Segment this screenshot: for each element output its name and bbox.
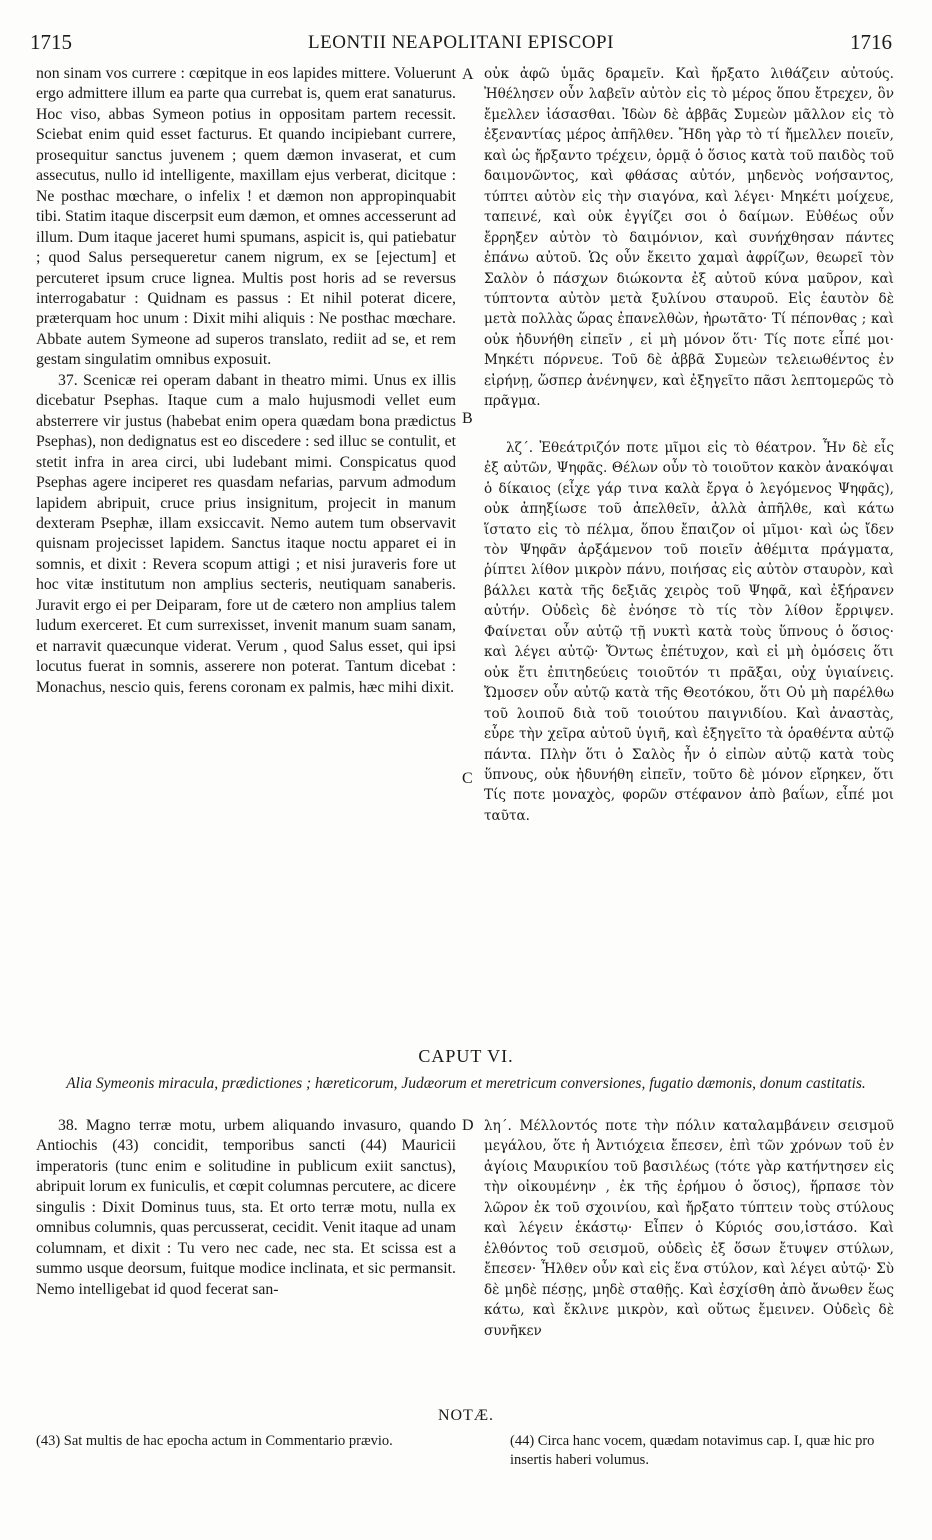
section-marker-b: B	[462, 410, 473, 427]
greek-paragraph-36-end: οὐκ ἀφῶ ὑμᾶς δραμεῖν. Καὶ ἤρξατο λιθάζειν αὐτούς. Ἠθέλησεν οὖν λαβεῖν αὐτὸν εἰς τὸ μέρος ὅπου ἔτρεχεν, ὃν ἔμελλεν ἰάσασθαι. Ἰδὼν δὲ ἀββᾶς Συμεὼν μᾶλλον εἰς τὸ ἐξεναντίας μέρος ἀπῆλθεν. Ἤδη γὰρ τὸ τί ἤμελλεν ποιεῖν, καὶ ὡς ἤρξαντο τρέχειν, ὁρμᾷ ὁ ὅσιος κατὰ τοῦ παιδὸς τοῦ δαιμονῶντος, καὶ φθάσας αὐτόν, μηδενὸς νοήσαντος, τύπτει αὐτὸν εἰς τὴν σιαγόνα, καὶ λέγει· Μηκέτι μοίχευε, ταπεινέ, καὶ οὐκ ἐγγίζει σοι ὁ δαίμων. Εὐθέως οὖν ἔρρηξεν αὐτὸν τὸ δαιμόνιον, καὶ συνήχθησαν πάντες ἐπάνω αὐτοῦ. Ὡς οὖν ἔκειτο χαμαὶ ἀφρίζων, θεωρεῖ τὸν Σαλὸν ὁ πάσχων διώκοντα ἐξ αὐτοῦ κύνα μαῦρον, καὶ τύπτοντα αὐτὸν μετὰ ξυλίνου σταυροῦ. Εἰς ἑαυτὸν δὲ μετὰ πολλὰς ὥρας ἐπανελθὼν, ἠρωτᾶτο· Τί πέπονθας ; καὶ οὐκ ἠδυνήθη εἰπεῖν , εἰ μὴ μόνον ὅτι· Τίς ποτε εἶπέ μοι· Μηκέτι πόρνευε. Τοῦ δὲ ἀββᾶ Συμεὼν τελειωθέντος ἐν εἰρήνῃ, ὥσπερ ἀνένηψεν, καὶ ἐξηγεῖτο πᾶσι λεπτομερῶς τὸ πρᾶγμα.	[484, 66, 894, 410]
greek-paragraph-38: λη΄. Μέλλοντός ποτε τὴν πόλιν καταλαμβάνειν σεισμοῦ μεγάλου, ὅτε ἡ Ἀντιόχεια ἔπεσεν, ἐπὶ τῶν χρόνων τοῦ ἐν ἁγίοις Μαυρικίου τοῦ βασιλέως (τότε γὰρ κατήντησεν εἰς τὴν οἰκουμένην , ἐκ τῆς ἐρήμου ὁ ὅσιος), ἥρπασε τὸν λῶρον ἐκ τοῦ σχοινίου, καὶ ἤρξατο τύπτειν τοὺς στύλους καὶ λέγειν ἑκάστῳ· Εἶπεν ὁ Κύριός σου,ἱστάσο. Καὶ ἐλθόντος τοῦ σεισμοῦ, οὐδεὶς ἐξ ὅσων ἔτυψεν στύλων, ἔπεσεν· Ἦλθεν οὖν καὶ εἰς ἕνα στύλον, καὶ λέγει αὐτῷ· Σὺ δὲ μηδὲ πέσῃς, μηδὲ σταθῇς. Καὶ ἐσχίσθη ἀπὸ ἄνωθεν ἕως κάτω, καὶ ἔκλινε μικρὸν, καὶ οὕτως ἔμεινεν. Οὐδεὶς δὲ συνῆκεν	[484, 1118, 894, 1339]
section-marker-c: C	[462, 770, 473, 787]
chapter-summary: Alia Symeonis miracula, prædictiones ; hæreticorum, Judæorum et meretricum conversiones, fugatio dæmonis, donum castitatis.	[66, 1075, 866, 1092]
section-marker-d: D	[462, 1117, 474, 1134]
page-header	[30, 30, 892, 60]
footnote-43: (43) Sat multis de hac epocha actum in Commentario prævio.	[36, 1433, 393, 1449]
running-title: LEONTII NEAPOLITANI EPISCOPI	[308, 32, 614, 53]
left-page-number: 1715	[30, 30, 72, 54]
latin-column-top	[36, 64, 456, 698]
greek-paragraph-37: λζ΄. Ἐθεάτριζόν ποτε μῖμοι εἰς τὸ θέατρον. Ἦν δὲ εἷς ἐξ αὐτῶν, Ψηφᾶς. Θέλων οὖν τὸ τοιοῦτον κακὸν ἀνακόψαι ὁ δίκαιος (εἶχε γάρ τινα καλὰ ἔργα ὁ λεγόμενος Ψηφᾶς), οὐκ ἀπηξίωσε τοῦ ἀπελθεῖν, ἀλλὰ ἀπῆλθε, καὶ κάτω ἵστατο εἰς τὸ πέλμα, ὅπου ἔπαιζον οἱ μῖμοι· καὶ ὡς ἴδεν τὸν Ψηφᾶν ἀρξάμενον τοῦ ποιεῖν ἀθέμιτα πράγματα, ῥίπτει λίθον μικρὸν πάνυ, ποιήσας εἰς αὐτὸν σταυρὸν, καὶ βάλλει κατὰ τῆς δεξιᾶς χειρὸς τοῦ Ψηφᾶ, καὶ ἐξήρανεν αὐτήν. Οὐδεὶς δὲ ἐνόησε τὸ τίς τὸν λίθον ἔρριψεν. Φαίνεται οὖν αὐτῷ τῇ νυκτὶ κατὰ τοὺς ὕπνους ὁ ὅσιος· καὶ λέγει αὐτῷ· Ὄντως ἐπέτυχον, καὶ εἰ μὴ ὀμόσεις ὅτι οὐκ ἔτι ἐπιτηδεύεις τοιοῦτόν τι πρᾶξαι, οὐχ ὑγιαίνεις. Ὤμοσεν οὖν αὐτῷ κατὰ τῆς Θεοτόκου, ὅτι Οὐ μὴ παρέλθω τοῦ λοιποῦ διὰ τοῦ τοιούτου παιγνιδίου. Καὶ ἀναστὰς, εὗρε τὴν χεῖρα αὐτοῦ ὑγιῆ, καὶ ἐξηγεῖτο τὰ ὁραθέντα αὐτῷ πάντα. Πλὴν ὅτι ὁ Σαλὸς ἦν ὁ εἰπὼν αὐτῷ κατὰ τοὺς ὕπνους, οὐκ ἠδυνήθη εἰπεῖν, τοῦτο δὲ μόνον εἴρηκεν, ὅτι Τίς ποτε μοναχὸς, φορῶν στέφανον ἀπὸ βαΐων, εἶπέ μοι ταῦτα.	[484, 439, 894, 824]
chapter-title: CAPUT VI.	[418, 1046, 514, 1066]
right-page-number: 1716	[850, 30, 892, 54]
footnote-44: (44) Circa hanc vocem, quædam notavimus cap. I, quæ hic pro insertis haberi volumus.	[510, 1433, 875, 1468]
greek-column-top	[484, 64, 894, 826]
latin-paragraph-37: 37. Scenicæ rei operam dabant in theatro mimi. Unus ex illis dicebatur Psephas. Itaque cum a malo hujusmodi vellet eum absterrere vir justus (habebat enim opera quædam bona prædictus Psephas), non dedignatus est eo discedere : sed illuc se contulit, et stetit infra in area circi, ubi ludebant mimi. Conspicatus quod Psephas agere inciperet res quasdam nefarias, parvum admodum lapidem abripuit, cruce prius insignitum, projecit in manum dexteram Psephæ, illam exsiccavit. Nemo autem tum observavit quisnam projecisset lapidem. Sanctus itaque noctu apparet ei in somnis, et dixit : Revera scopum attigi ; et nisi juraveris fore ut hoc vitæ institutum non amplius secteris, neutiquam sanaberis. Juravit ergo ei per Deiparam, fore ut de cætero non amplius talem ludum exerceret. Et cum surrexisset, invenit manum suam sanam, et narravit quæcunque viderat. Verum , quod Salus esset, qui ipsi locutus fuerat in somnis, asserere non poterat. Tantum dicebat : Monachus, nescio quis, ferens coronam ex palmis, hæc mihi dixit.	[36, 371, 456, 696]
notes-heading: NOTÆ.	[437, 1407, 495, 1424]
greek-column-bottom	[484, 1116, 894, 1341]
latin-column-bottom	[36, 1116, 456, 1300]
latin-paragraph-38: 38. Magno terræ motu, urbem aliquando invasuro, quando Antiochis (43) concidit, temporibus sancti (44) Mauricii imperatoris (tunc enim e solitudine in publicum exiit sanctus), abripuit lorum ex funiculis, et cœpit columnas percutere, ac dicere singulis : Dixit Dominus tuus, sta. Et orto terræ motu, nulla ex omnibus columnis, quas percusserat, cecidit. Venit itaque ad unam columnam, et dixit : Tu vero nec cade, nec sta. Et scissa est a summo usque deorsum, fuitque modice inclinata, et sic permansit. Nemo intelligebat id quod fecerat san-	[36, 1117, 456, 1298]
section-marker-a: A	[462, 66, 474, 83]
latin-paragraph-36-end: non sinam vos currere : cœpitque in eos lapides mittere. Voluerunt ergo admittere illum ea parte qua currebat is, quem erat sanaturus. Hoc viso, abbas Symeon potius in oppositam partem recessit. Sciebat enim quid esset facturus. Et quando incipiebant currere, prosequitur sanctus juvenem ; quem dæmon invaserat, et cum assecutus, nullo id intelligente, maxillam ejus verberat, dicitque : Ne posthac mœchare, o infelix ! et dæmon non appropinquabit tibi. Statim itaque discerpsit eum dæmon, et omnes accesserunt ad illum. Dum itaque jaceret humi spumans, aspicit is, qui patiebatur ; quod Salus persequeretur canem nigrum, ex se [ejectum] et percuteret ipsum cruce lignea. Multis post horis ad se reversus interrogabatur : Quidnam es passus : Et nihil poterat dicere, præterquam hoc unum : Dixit mihi aliquis : Ne posthac mœchare. Abbate autem Symeone ad superos translato, rediit ad se, et rem gestam singulatim omnibus exposuit.	[36, 65, 456, 369]
